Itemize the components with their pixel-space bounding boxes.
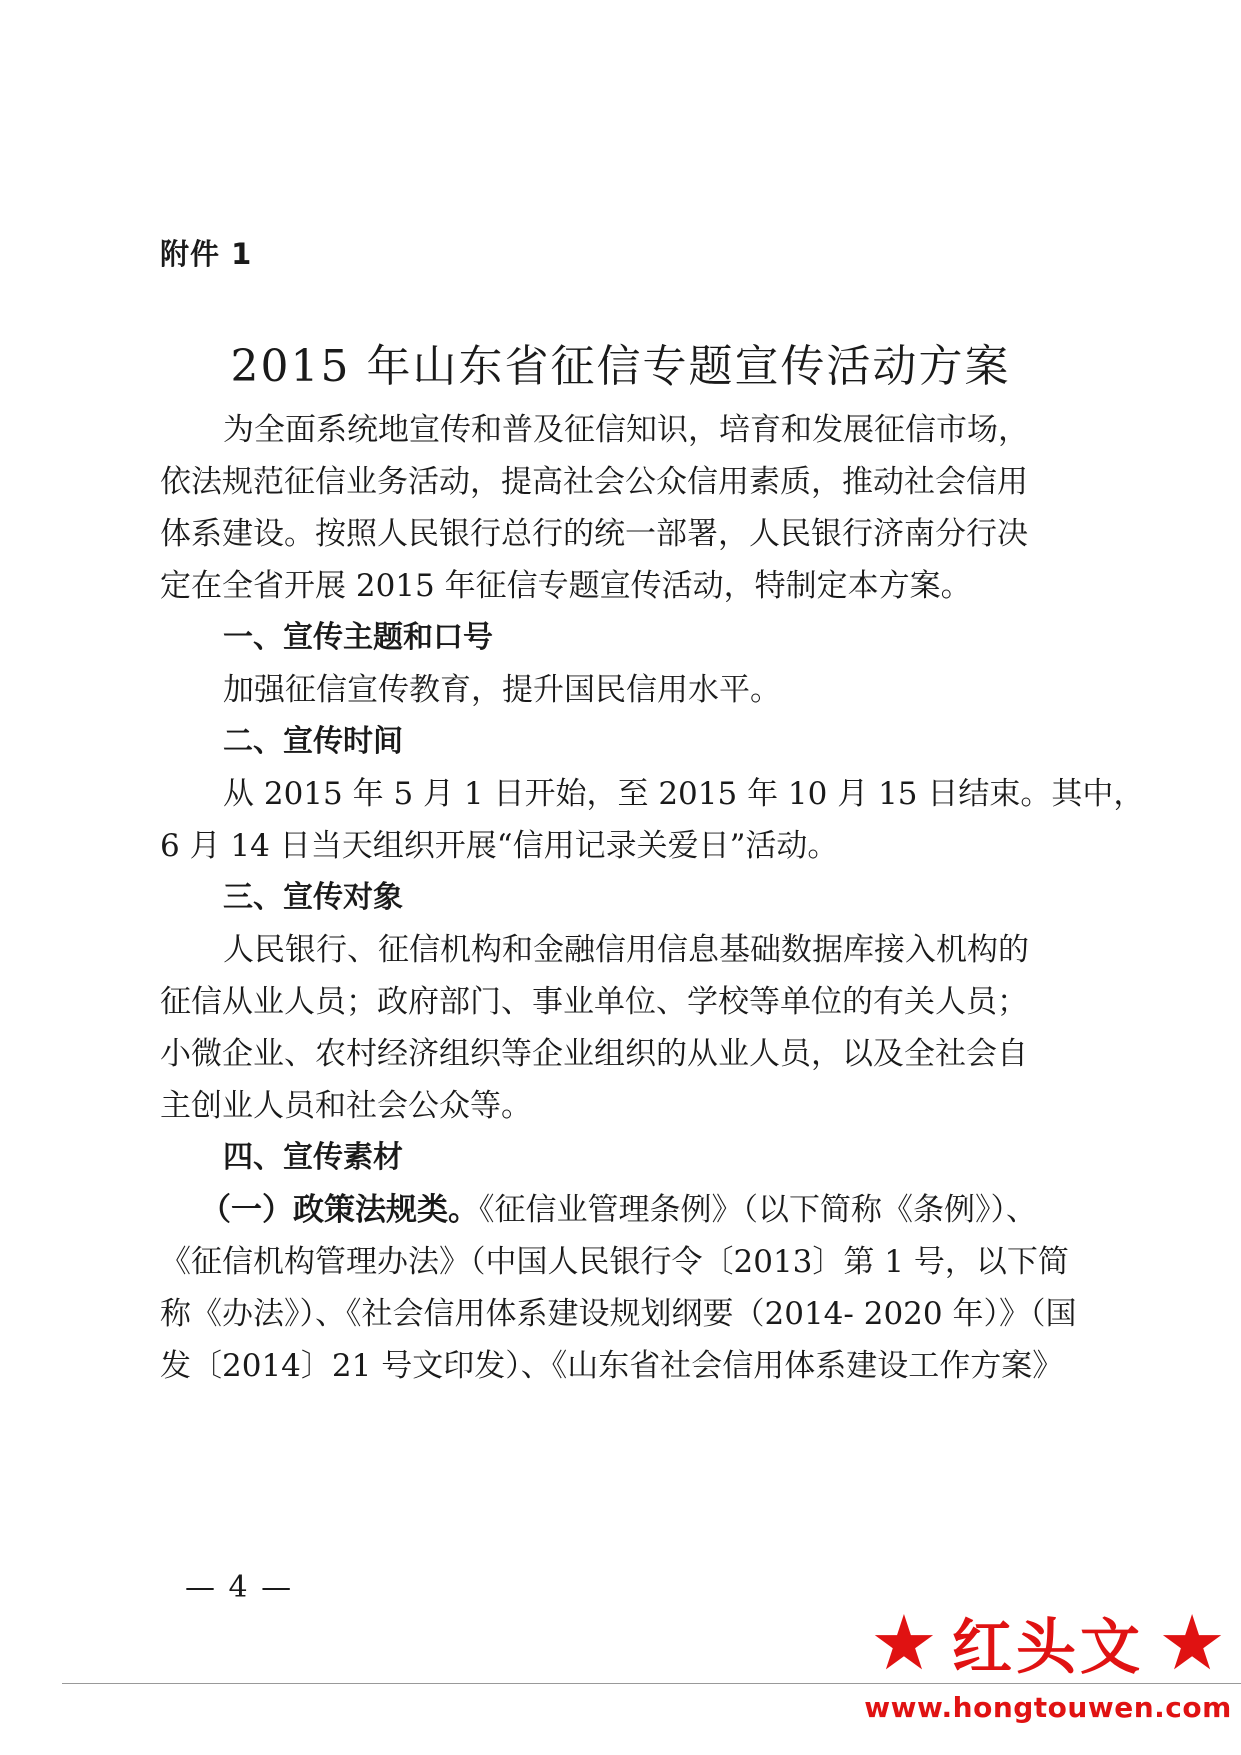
intro-line-3: 体系建设。按照人民银行总行的统一部署，人民银行济南分行决 (160, 516, 1028, 552)
watermark-title (855, 1595, 1241, 1690)
materials-line-4: 发〔2014〕21 号文印发）、《山东省社会信用体系建设工作方案》 (160, 1348, 1064, 1384)
star-icon: ★ (869, 1598, 938, 1687)
time-line-1: 从 2015 年 5 月 1 日开始，至 2015 年 10 月 15 日结束。其中， (223, 776, 1145, 812)
audience-line-1: 人民银行、征信机构和金融信用信息基础数据库接入机构的 (223, 932, 1029, 968)
audience-line-3: 小微企业、农村经济组织等企业组织的从业人员，以及全社会自 (160, 1036, 1028, 1072)
audience-line-4: 主创业人员和社会公众等。 (160, 1088, 532, 1124)
materials-line-2: 《征信机构管理办法》（中国人民银行令〔2013〕第 1 号，以下简 (160, 1244, 1069, 1280)
star-icon: ★ (1158, 1598, 1227, 1687)
section-heading-materials: 四、宣传素材 (223, 1140, 403, 1175)
materials-line-3: 称《办法》）、《社会信用体系建设规划纲要（2014- 2020 年）》（国 (160, 1296, 1077, 1332)
watermark-text: 红头文 (952, 1612, 1144, 1683)
attachment-label: 附件 1 (160, 237, 253, 271)
theme-line-1: 加强征信宣传教育，提升国民信用水平。 (223, 672, 781, 708)
intro-line-2: 依法规范征信业务活动，提高社会公众信用素质，推动社会信用 (160, 464, 1028, 500)
document-title: 2015 年山东省征信专题宣传活动方案 (230, 341, 1011, 392)
section-heading-audience: 三、宣传对象 (223, 880, 403, 915)
intro-line-4: 定在全省开展 2015 年征信专题宣传活动，特制定本方案。 (160, 568, 972, 604)
time-line-2: 6 月 14 日当天组织开展“信用记录关爱日”活动。 (160, 828, 839, 864)
materials-line-1 (200, 1190, 1037, 1230)
intro-line-1: 为全面系统地宣传和普及征信知识，培育和发展征信市场， (223, 412, 1029, 448)
page-number: — 4 — (185, 1570, 294, 1605)
section-heading-time: 二、宣传时间 (223, 724, 403, 759)
subsection-label-policy: （一）政策法规类。 (200, 1192, 479, 1228)
watermark (855, 1595, 1241, 1755)
audience-line-2: 征信从业人员；政府部门、事业单位、学校等单位的有关人员； (160, 984, 1028, 1020)
section-heading-theme: 一、宣传主题和口号 (223, 620, 493, 655)
materials-line-1-text: 《征信业管理条例》（以下简称《条例》）、 (479, 1192, 1037, 1228)
watermark-url: www.hongtouwen.com (864, 1691, 1232, 1724)
